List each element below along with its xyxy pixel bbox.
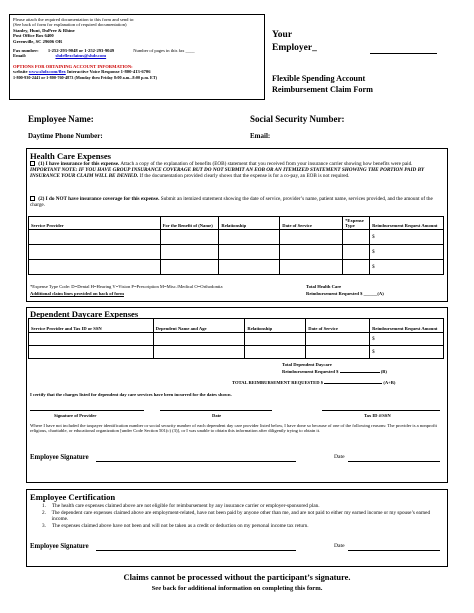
daycare-employee-signature-line[interactable] [96, 461, 296, 462]
ssn-label: Social Security Number: [250, 114, 345, 124]
table-row[interactable]: $ [29, 230, 444, 245]
cert-date-line[interactable] [348, 550, 440, 551]
dependent-table-header [29, 319, 444, 333]
fax-numbers: 1-252-293-9048 or 1-252-293-9049 [47, 48, 115, 54]
mailing-city: Greenville, SC 29606 OR [13, 38, 63, 44]
mailing-pobox: Post Office Box 6400 [13, 33, 54, 39]
phone-hours: 1-800-930-2441 or 1-800-760-4873 (Monday thru Friday 8:00 a.m.–8:00 p.m. ET) [13, 74, 158, 80]
table-row[interactable]: $ [29, 260, 444, 275]
dependent-care-table [28, 318, 444, 359]
claims-email-link[interactable]: shdrflexclaims@shdr.com [55, 53, 107, 59]
col-relationship: Relationship [219, 217, 280, 230]
cert-date-label: Date [334, 543, 345, 549]
table-row[interactable]: $ [29, 346, 444, 359]
your-label: Your [272, 30, 293, 40]
health-total-request: Reimbursement Requested $ ______(A) [306, 291, 384, 296]
list-item: 2. The dependent care expenses claimed above are employment-related, have not been paid by anyone other than me, and are not paid to either my earned income or my spouse’s earned income. [42, 510, 431, 522]
employer-line[interactable] [370, 53, 437, 54]
dependent-total-request: Reimbursement Requested $ (B) [282, 369, 387, 374]
col-date-of-service: Date of Service [280, 217, 343, 230]
cert-employee-signature-line[interactable] [96, 550, 296, 551]
website-link[interactable]: www.shdr.com/flex [28, 69, 66, 75]
phone-label: Daytime Phone Number: [28, 132, 103, 140]
health-total-label: Total Health Care [306, 284, 342, 289]
expense-type-codes: *Expense Type Code: D=Dental H=Hearing V=Vision P=Prescription M=Misc./Medical O=Orthodontia [30, 284, 223, 289]
table-row[interactable]: $ [29, 333, 444, 346]
col-expense-type: *Expense Type [343, 217, 370, 230]
insurance-yes-checkbox[interactable] [30, 161, 35, 166]
list-item: 1. The health care expenses claimed above are not eligible for reimbursement by any insurance carrier or employer-sponsored plan. [42, 503, 320, 509]
email-label: Email: [250, 132, 271, 140]
fax-line: Fax number: 1-252-293-9048 or 1-252-293-9049 Number of pages in this fax ____ [13, 48, 195, 54]
table-row[interactable]: $ [29, 245, 444, 260]
options-title: OPTIONS FOR OBTAINING ACCOUNT INFORMATION: [13, 63, 133, 69]
col-provider-taxid: Service Provider and Tax ID or SSN [29, 319, 154, 333]
tax-id-line[interactable] [322, 410, 440, 411]
cert-employee-signature-label: Employee Signature [30, 543, 89, 550]
col-benefit-of: For the Benefit of (Name) [160, 217, 219, 230]
health-option-2: (2) I do NOT have insurance coverage for this expense. Submit an itemized statement showing the date of service, provider’s name, patient name, services provided, and the amount of the charge. [30, 196, 433, 208]
health-option-1: (1) I have insurance for this expense. Attach a copy of the explanation of benefits (EOB) statement that you received from your insurance carrier showing how benefits were paid. IMPORTANT NOTE: IF YOU HAVE GROUP INSURANCE COVERAGE BUT DO NOT SUBMIT AN EOB OR AN ITEMIZED STATEMENT SHOWING THE PORTION PAID BY INSURANCE YOUR CLAIM WILL BE DENIED. If the documentation provided clearly shows that the expense is for a co-pay, an EOB is not required. [30, 161, 425, 179]
mailing-name: Stanley, Hunt, DuPree & Rhine [13, 27, 75, 33]
daycare-date-line[interactable] [348, 461, 440, 462]
grand-total-field[interactable] [324, 383, 382, 384]
employee-name-label: Employee Name: [28, 114, 94, 124]
list-item: 3. The expenses claimed above have not been and will not be taken as a credit or deduction on my personal income tax return. [42, 523, 309, 529]
health-care-title: Health Care Expenses [30, 151, 112, 161]
provider-signature-line[interactable] [30, 410, 144, 411]
insurance-no-checkbox[interactable] [30, 196, 35, 201]
website-line: website www.shdr.com/flex Interactive Voice Response 1-800-413-6706 [13, 69, 151, 75]
certification-list [42, 503, 434, 529]
provider-date-line[interactable] [160, 410, 272, 411]
dependent-daycare-title: Dependent Daycare Expenses [30, 309, 139, 319]
where-statement: Where I have not included the taxpayer identification number or social security number of each dependent day care provider listed below, I have done so because of one of the following reasons: The provider is a nonprofit religious, charitable, or educational organization [under Code Section 501(c) (3)], or I was unable to obtain this information after diligently trying to obtain it. [30, 423, 437, 434]
col-request-amount: Reimbursement Request Amount [370, 217, 444, 230]
footer-note: See back for additional information on completing this form. [151, 585, 323, 592]
mailing-see-back: (See back of form for explanation of required documentation) [13, 22, 127, 28]
form-title-2: Reimbursement Claim Form [272, 85, 373, 94]
health-total-field[interactable]: ______(A) [363, 291, 384, 296]
employer-label: Employer_ [272, 43, 317, 53]
form-title-1: Flexible Spending Account [272, 74, 366, 83]
provider-signature-label: Signature of Provider [54, 413, 97, 418]
additional-claim-lines-note: Additional claim lines provided on back of form [30, 291, 124, 296]
health-care-table [28, 216, 444, 275]
mailing-info-box [9, 14, 265, 100]
daycare-date-label: Date [334, 454, 345, 460]
health-table-header [29, 217, 444, 230]
tax-id-label: Tax ID #/SSN [364, 413, 391, 418]
dependent-total-field[interactable] [340, 372, 380, 373]
daycare-employee-signature-label: Employee Signature [30, 454, 89, 461]
mailing-instructions: Please attach the required documentation to this form and send to: [13, 17, 135, 22]
email-line: Email: shdrflexclaims@shdr.com [13, 53, 107, 59]
provider-date-label: Date [212, 413, 222, 418]
col-relationship: Relationship [245, 319, 306, 333]
col-request-amount: Reimbursement Request Amount [370, 319, 444, 333]
col-service-provider: Service Provider [29, 217, 161, 230]
dependent-total-label: Total Dependent Daycare [282, 362, 332, 367]
footer-warning: Claims cannot be processed without the participant’s signature. [123, 573, 351, 582]
certify-statement: I certify that the charges listed for dependent day care services have been incurred for the dates shown. [30, 392, 232, 397]
col-dependent-name-age: Dependent Name and Age [153, 319, 245, 333]
certification-title: Employee Certification [30, 492, 116, 502]
grand-total: TOTAL REIMBURSEMENT REQUESTED $ (A+B) [232, 380, 396, 385]
col-date-of-service: Date of Service [306, 319, 370, 333]
fax-pages: Number of pages in this fax ____ [133, 48, 195, 54]
